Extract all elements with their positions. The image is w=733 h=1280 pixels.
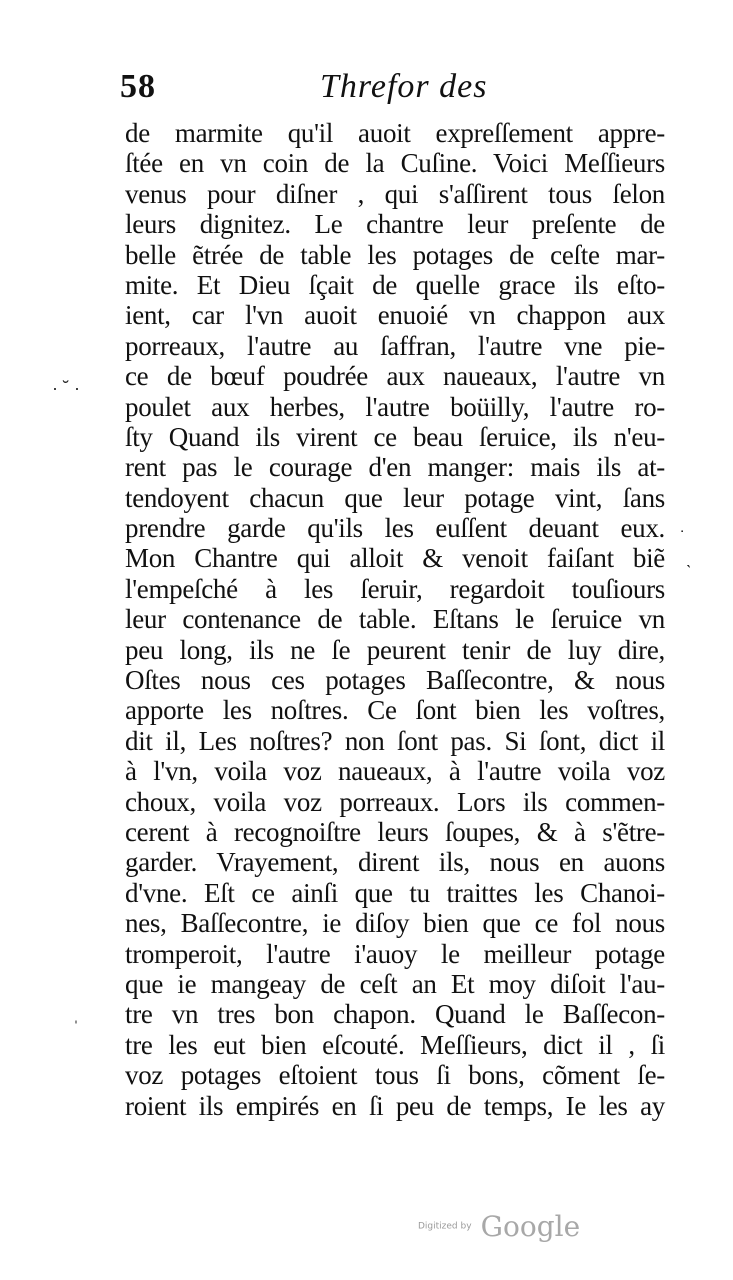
text-line: dit il, Les noſtres? non ſont pas. Si ſont, dict il	[125, 725, 665, 756]
body-text	[125, 118, 665, 1121]
text-line: ce de bœuf poudrée aux naueaux, l'autre vn	[125, 361, 665, 392]
google-logo: Google	[480, 1210, 581, 1243]
text-line: belle ẽtrée de table les potages de ceſte mar-	[125, 239, 665, 270]
text-line: que ie mangeay de ceſt an Et moy diſoit l'au-	[125, 968, 665, 999]
text-line: ient, car l'vn auoit enuoié vn chappon aux	[125, 300, 665, 331]
text-line: choux, voila voz porreaux. Lors ils commen-	[125, 786, 665, 817]
text-line: à l'vn, voila voz naueaux, à l'autre voila voz	[125, 756, 665, 787]
text-line: d'vne. Eſt ce ainſi que tu traittes les Chanoi-	[125, 877, 665, 908]
margin-speck: ˈ	[73, 1018, 79, 1038]
text-line: voz potages eſtoient tous ſi bons, cõment ſe-	[125, 1060, 665, 1091]
text-line: tre les eut bien eſcouté. Meſſieurs, dict il , ſi	[125, 1029, 665, 1060]
text-line: ſtée en vn coin de la Cuſine. Voici Meſſieurs	[125, 148, 665, 179]
text-line: rent pas le courage d'en manger: mais ils at-	[125, 452, 665, 483]
text-line: tromperoit, l'autre i'auoy le meilleur potage	[125, 938, 665, 969]
text-line: nes, Baſſecontre, ie diſoy bien que ce fol nous	[125, 908, 665, 939]
text-line: ſty Quand ils virent ce beau ſeruice, ils n'eu-	[125, 421, 665, 452]
digitized-label: Digitized by	[418, 1221, 472, 1232]
text-line: prendre garde qu'ils les euſſent deuant eux.	[125, 513, 665, 544]
text-line: Oſtes nous ces potages Baſſecontre, & nous	[125, 665, 665, 696]
text-line: mite. Et Dieu ſçait de quelle grace ils eſto-	[125, 269, 665, 300]
text-line: tendoyent chacun que leur potage vint, ſans	[125, 482, 665, 513]
text-line: de marmite qu'il auoit expreſſement appre-	[125, 118, 665, 148]
text-line: l'empeſché à les ſeruir, regardoit touſiours	[125, 573, 665, 604]
text-line: tre vn tres bon chapon. Quand le Baſſecon-	[125, 999, 665, 1030]
running-head: Threfor des	[320, 68, 488, 105]
text-line: apporte les noſtres. Ce ſont bien les voſtres,	[125, 695, 665, 726]
text-line: peu long, ils ne ſe peurent tenir de luy dire,	[125, 634, 665, 665]
margin-speck: ˎ	[686, 548, 692, 568]
page-number: 58	[120, 68, 156, 105]
text-line: Mon Chantre qui alloit & venoit faiſant biẽ	[125, 543, 665, 574]
page-header	[120, 68, 660, 118]
text-line: leurs dignitez. Le chantre leur preſente de	[125, 209, 665, 240]
text-line: leur contenance de table. Eſtans le ſeruice vn	[125, 604, 665, 635]
text-line: venus pour diſner , qui s'aſſirent tous ſelon	[125, 178, 665, 209]
text-line: roient ils empirés en ſi peu de temps, Ie les ay	[125, 1090, 665, 1121]
margin-speck: ˙	[680, 528, 686, 548]
text-line: porreaux, l'autre au ſaffran, l'autre vne pie-	[125, 330, 665, 361]
text-line: poulet aux herbes, l'autre boüilly, l'autre ro-	[125, 391, 665, 422]
digitized-watermark	[418, 1210, 618, 1250]
text-line: garder. Vrayement, dirent ils, nous en auons	[125, 847, 665, 878]
margin-speck: · ˘ ·	[52, 378, 80, 398]
text-line: cerent à recognoiſtre leurs ſoupes, & à s'ẽtre-	[125, 816, 665, 847]
